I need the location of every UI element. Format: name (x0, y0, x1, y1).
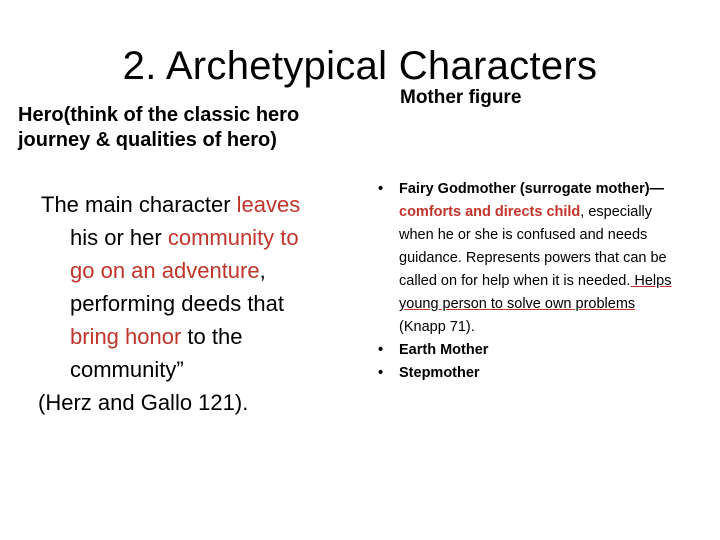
hero-line-3 (38, 254, 358, 287)
hero-line-4: performing deeds that (70, 291, 285, 316)
item-text: Earth Mother (399, 342, 489, 358)
hero-text: his or her (70, 225, 168, 250)
hero-line-6: community” (70, 357, 184, 382)
item-text: , especially when he or she is confused and needs guidance. Represents powers that can be called on for help when it is needed. (399, 204, 667, 289)
hero-line-5 (38, 320, 358, 353)
slide-title: 2. Archetypical Characters (122, 44, 598, 88)
hero-description (38, 188, 358, 419)
hero-line-1 (38, 188, 358, 221)
list-item-stepmother (378, 362, 678, 385)
hero-text: The main character (41, 192, 237, 217)
list-item-fairy-godmother (378, 178, 678, 339)
bullet-icon: • (378, 342, 384, 358)
item-highlight: comforts and directs child (399, 204, 581, 220)
item-text: Fairy Godmother (surrogate mother)— (399, 181, 665, 197)
hero-highlight: community to (167, 225, 299, 250)
hero-highlight: bring honor (70, 324, 182, 349)
hero-line-2 (38, 221, 358, 254)
mother-figure-list (378, 178, 678, 385)
hero-heading-line1: Hero(think of the classic hero (18, 104, 300, 126)
bullet-icon: • (378, 365, 384, 381)
hero-text: , (259, 258, 266, 283)
list-item-earth-mother (378, 339, 678, 362)
bullet-icon: • (378, 181, 384, 197)
hero-highlight: go on an adventure (70, 258, 260, 283)
item-text: Stepmother (399, 365, 480, 381)
hero-highlight: leaves (236, 192, 301, 217)
hero-citation: (Herz and Gallo 121). (38, 390, 249, 415)
item-citation: (Knapp 71). (399, 319, 475, 335)
hero-heading-line2: journey & qualities of hero) (18, 129, 277, 151)
mother-figure-heading: Mother figure (400, 87, 522, 108)
item-underlined: Helps young person to solve own problems (399, 273, 672, 312)
hero-text: to the (181, 324, 243, 349)
hero-heading (18, 103, 378, 153)
